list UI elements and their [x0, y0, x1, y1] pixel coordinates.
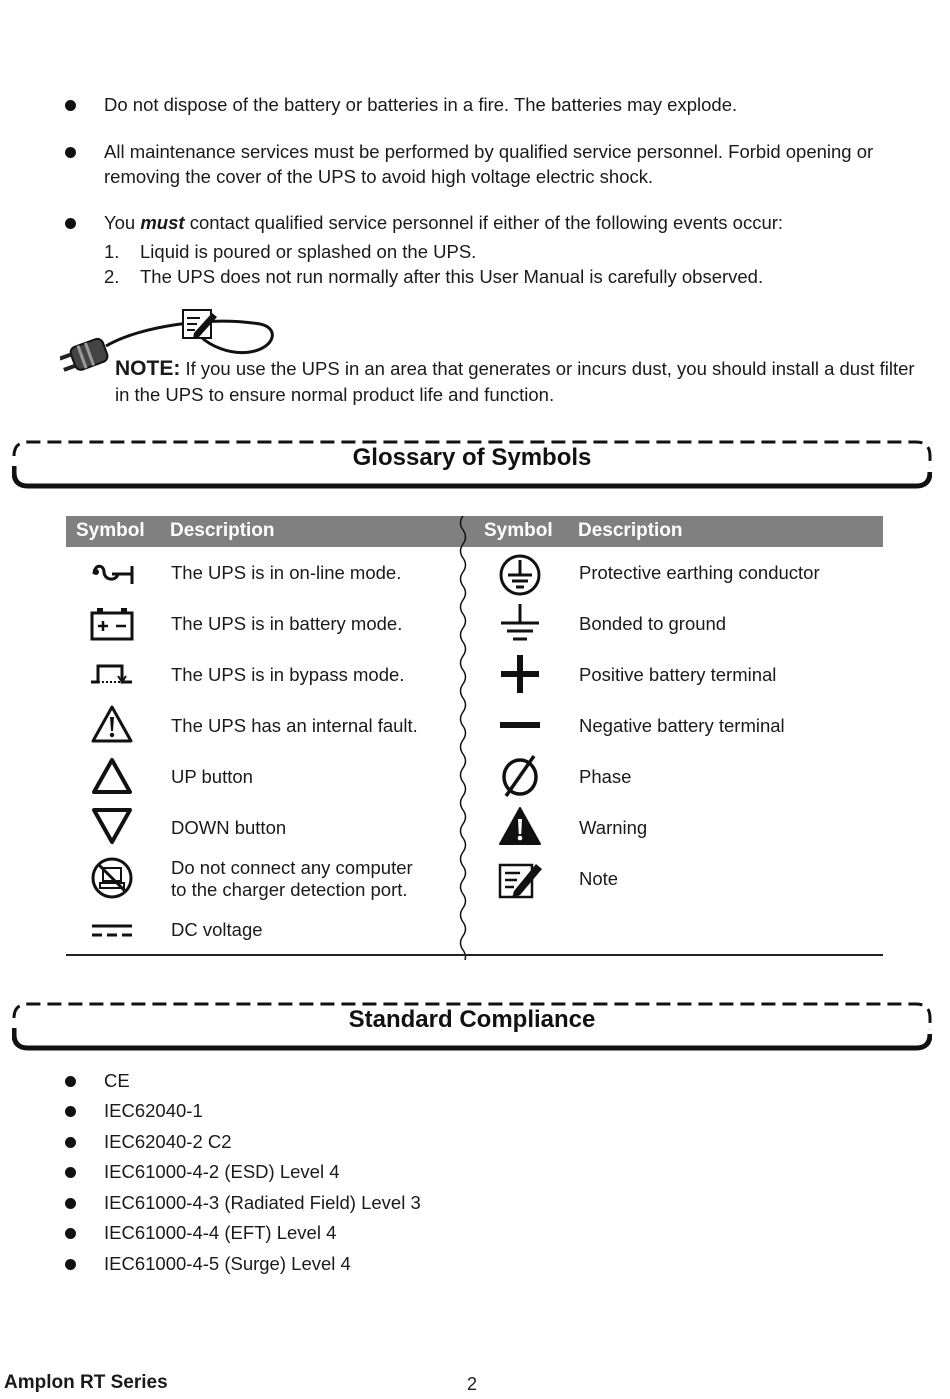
footer-series-name: Amplon RT Series: [4, 1372, 168, 1393]
glossary-left-desc: The UPS is in on-line mode.: [171, 562, 402, 583]
bypass-mode-icon: [90, 662, 134, 688]
table-column-divider: [453, 516, 473, 960]
event-text: The UPS does not run normally after this User Manual is carefully observed.: [140, 266, 764, 287]
compliance-title: Standard Compliance: [348, 1006, 596, 1033]
glossary-table-bottom-rule: [66, 954, 883, 956]
bullet-dot: [65, 1137, 76, 1148]
glossary-right-desc: Positive battery terminal: [579, 664, 777, 685]
bullet-dot: [65, 100, 76, 111]
note-icon: [498, 860, 544, 900]
glossary-right-desc: Bonded to ground: [579, 613, 727, 634]
event-number: 2.: [104, 266, 120, 287]
glossary-right-desc: Note: [579, 868, 619, 889]
bonded-ground-icon: [498, 603, 542, 643]
safety-bullet-maintenance-line1: All maintenance services must be performed by qualified service personnel. Forbid opening or: [104, 141, 874, 162]
negative-terminal-icon: [498, 718, 542, 732]
glossary-right-desc: Protective earthing conductor: [579, 562, 820, 583]
protective-earth-icon: [498, 553, 542, 597]
glossary-left-desc: The UPS has an internal fault.: [171, 715, 418, 736]
safety-bullet-contact: [104, 210, 783, 235]
glossary-table-header: [66, 516, 883, 547]
bullet-dot: [65, 1076, 76, 1087]
note-text: If you use the UPS in an area that generates or incurs dust, you should install a dust filter: [180, 358, 915, 379]
safety-bullet-contact-emphasis: must: [140, 212, 185, 233]
up-button-icon: [90, 756, 134, 796]
internal-fault-icon: [90, 704, 134, 744]
safety-bullet-contact-pre: You: [104, 212, 141, 233]
online-mode-icon: [90, 560, 134, 586]
header-symbol-left: Symbol: [76, 520, 145, 541]
no-computer-icon: [90, 856, 134, 900]
bullet-dot: [65, 1167, 76, 1178]
event-number: 1.: [104, 241, 120, 262]
glossary-left-desc: [171, 857, 413, 901]
warning-icon: [498, 806, 542, 846]
battery-mode-icon: [90, 607, 134, 641]
glossary-left-desc: DOWN button: [171, 817, 287, 838]
glossary-right-desc: Warning: [579, 817, 648, 838]
compliance-item: IEC61000-4-2 (ESD) Level 4: [104, 1161, 340, 1182]
note-label: NOTE:: [115, 357, 181, 380]
glossary-left-desc: UP button: [171, 766, 253, 787]
glossary-left-desc-line2: to the charger detection port.: [171, 879, 408, 900]
phase-icon: [498, 754, 542, 798]
glossary-right-desc: Negative battery terminal: [579, 715, 785, 736]
glossary-left-desc: The UPS is in bypass mode.: [171, 664, 405, 685]
dc-voltage-icon: [90, 920, 134, 940]
event-text: Liquid is poured or splashed on the UPS.: [140, 241, 477, 262]
safety-bullet-battery-fire: Do not dispose of the battery or batteries in a fire. The batteries may explode.: [104, 94, 738, 115]
note-line1: [115, 357, 915, 381]
glossary-left-desc: DC voltage: [171, 919, 263, 940]
header-description-right: Description: [578, 520, 683, 541]
glossary-right-desc: Phase: [579, 766, 632, 787]
positive-terminal-icon: [498, 654, 542, 694]
safety-bullet-maintenance-line2: removing the cover of the UPS to avoid high voltage electric shock.: [104, 166, 654, 187]
note-line2: in the UPS to ensure normal product life and function.: [115, 384, 555, 405]
bullet-dot: [65, 1106, 76, 1117]
glossary-left-desc: The UPS is in battery mode.: [171, 613, 403, 634]
compliance-item: IEC61000-4-3 (Radiated Field) Level 3: [104, 1192, 421, 1213]
header-symbol-right: Symbol: [484, 520, 553, 541]
footer-page-number: 2: [467, 1374, 478, 1394]
bullet-dot: [65, 218, 76, 229]
compliance-item: IEC61000-4-4 (EFT) Level 4: [104, 1222, 337, 1243]
bullet-dot: [65, 147, 76, 158]
compliance-item: CE: [104, 1070, 130, 1091]
glossary-title: Glossary of Symbols: [352, 444, 592, 471]
compliance-item: IEC62040-1: [104, 1100, 203, 1121]
bullet-dot: [65, 1259, 76, 1270]
compliance-item: IEC62040-2 C2: [104, 1131, 232, 1152]
glossary-banner: [12, 440, 932, 488]
safety-bullet-contact-post: contact qualified service personnel if either of the following events occur:: [184, 212, 784, 233]
bullet-dot: [65, 1198, 76, 1209]
bullet-dot: [65, 1228, 76, 1239]
down-button-icon: [90, 806, 134, 846]
compliance-banner: [12, 1002, 932, 1050]
glossary-left-desc-line1: Do not connect any computer: [171, 857, 413, 878]
header-description-left: Description: [170, 520, 275, 541]
compliance-item: IEC61000-4-5 (Surge) Level 4: [104, 1253, 351, 1274]
safety-bullet-maintenance: [104, 139, 873, 189]
